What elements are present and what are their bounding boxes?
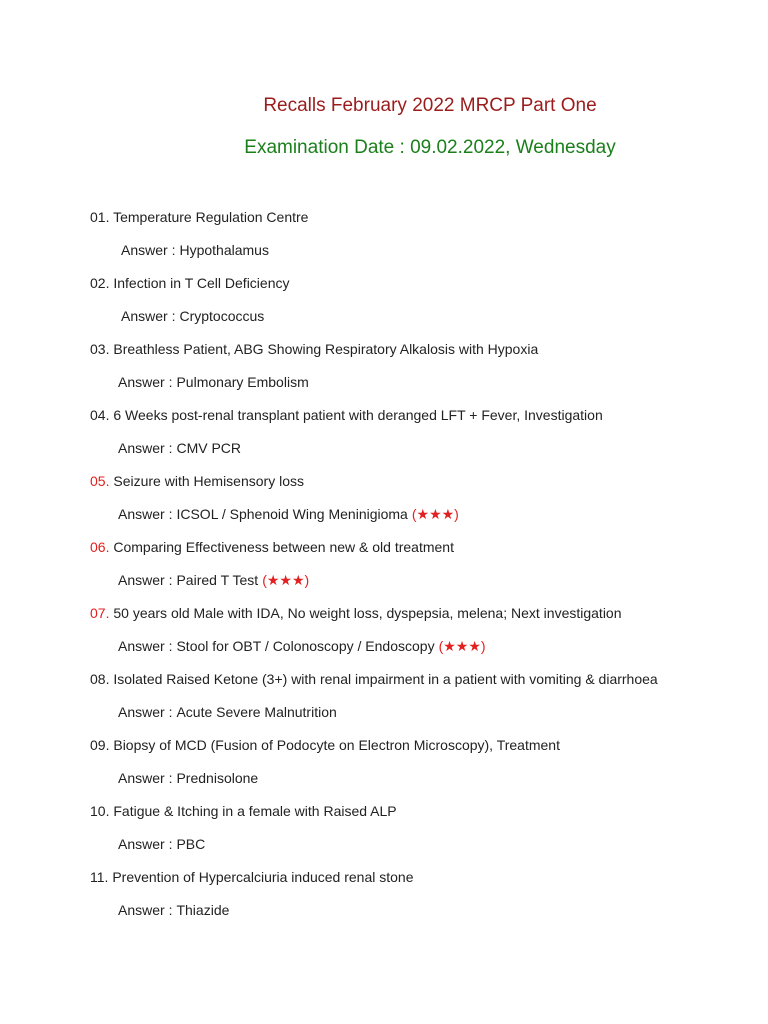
answer-label: Answer : [118, 902, 173, 918]
question-number: 04. [90, 407, 110, 423]
answer-item [90, 769, 750, 802]
question-text: Isolated Raised Ketone (3+) with renal impairment in a patient with vomiting & diarrhoea [113, 671, 658, 687]
answer-item [90, 439, 750, 472]
question-item [90, 538, 750, 571]
answer-item [90, 505, 750, 538]
answer-label: Answer : [121, 308, 176, 324]
answer-label: Answer : [121, 242, 176, 258]
importance-stars: (★★★) [262, 572, 310, 588]
answer-label: Answer : [118, 374, 173, 390]
question-list [90, 208, 750, 934]
answer-text: Prednisolone [176, 770, 259, 786]
answer-label: Answer : [118, 440, 173, 456]
question-number: 06. [90, 539, 110, 555]
question-number: 05. [90, 473, 110, 489]
question-number: 08. [90, 671, 110, 687]
question-text: Breathless Patient, ABG Showing Respiratory Alkalosis with Hypoxia [113, 341, 539, 357]
answer-item [90, 901, 750, 934]
answer-label: Answer : [118, 572, 173, 588]
answer-label: Answer : [118, 638, 173, 654]
question-number: 01. [90, 209, 110, 225]
importance-stars: (★★★) [438, 638, 486, 654]
question-number: 02. [90, 275, 110, 291]
answer-text: Cryptococcus [179, 308, 265, 324]
answer-item [90, 571, 750, 604]
question-text: Comparing Effectiveness between new & old treatment [113, 539, 454, 555]
question-item [90, 736, 750, 769]
question-text: 50 years old Male with IDA, No weight loss, dyspepsia, melena; Next investigation [113, 605, 622, 621]
question-item [90, 670, 750, 703]
question-number: 09. [90, 737, 110, 753]
question-item [90, 472, 750, 505]
question-text: Biopsy of MCD (Fusion of Podocyte on Electron Microscopy), Treatment [113, 737, 560, 753]
answer-item [90, 307, 750, 340]
question-item [90, 406, 750, 439]
question-item [90, 868, 750, 901]
question-number: 10. [90, 803, 110, 819]
answer-text: CMV PCR [176, 440, 242, 456]
answer-item [90, 637, 750, 670]
importance-stars: (★★★) [411, 506, 459, 522]
answer-item [90, 373, 750, 406]
answer-item [90, 241, 750, 274]
answer-text: ICSOL / Sphenoid Wing Meninigioma [176, 506, 408, 522]
answer-item [90, 703, 750, 736]
question-item [90, 274, 750, 307]
document-title: Recalls February 2022 MRCP Part One [263, 95, 597, 116]
question-item [90, 340, 750, 373]
answer-text: PBC [176, 836, 206, 852]
question-text: Infection in T Cell Deficiency [113, 275, 290, 291]
question-number: 03. [90, 341, 110, 357]
answer-text: Hypothalamus [179, 242, 269, 258]
question-text: Temperature Regulation Centre [113, 209, 309, 225]
answer-text: Acute Severe Malnutrition [176, 704, 337, 720]
question-number: 11. [90, 869, 109, 885]
answer-label: Answer : [118, 506, 173, 522]
question-item [90, 208, 750, 241]
answer-text: Paired T Test [176, 572, 259, 588]
question-number: 07. [90, 605, 110, 621]
exam-date: Examination Date : 09.02.2022, Wednesday [244, 137, 616, 158]
question-item [90, 604, 750, 637]
question-item [90, 802, 750, 835]
question-text: Prevention of Hypercalciuria induced renal stone [112, 869, 414, 885]
answer-text: Pulmonary Embolism [176, 374, 309, 390]
answer-text: Thiazide [176, 902, 230, 918]
answer-text: Stool for OBT / Colonoscopy / Endoscopy [176, 638, 435, 654]
question-text: Fatigue & Itching in a female with Raised ALP [113, 803, 397, 819]
question-text: 6 Weeks post-renal transplant patient with deranged LFT + Fever, Investigation [113, 407, 603, 423]
answer-item [90, 835, 750, 868]
answer-label: Answer : [118, 770, 173, 786]
question-text: Seizure with Hemisensory loss [113, 473, 304, 489]
answer-label: Answer : [118, 836, 173, 852]
answer-label: Answer : [118, 704, 173, 720]
